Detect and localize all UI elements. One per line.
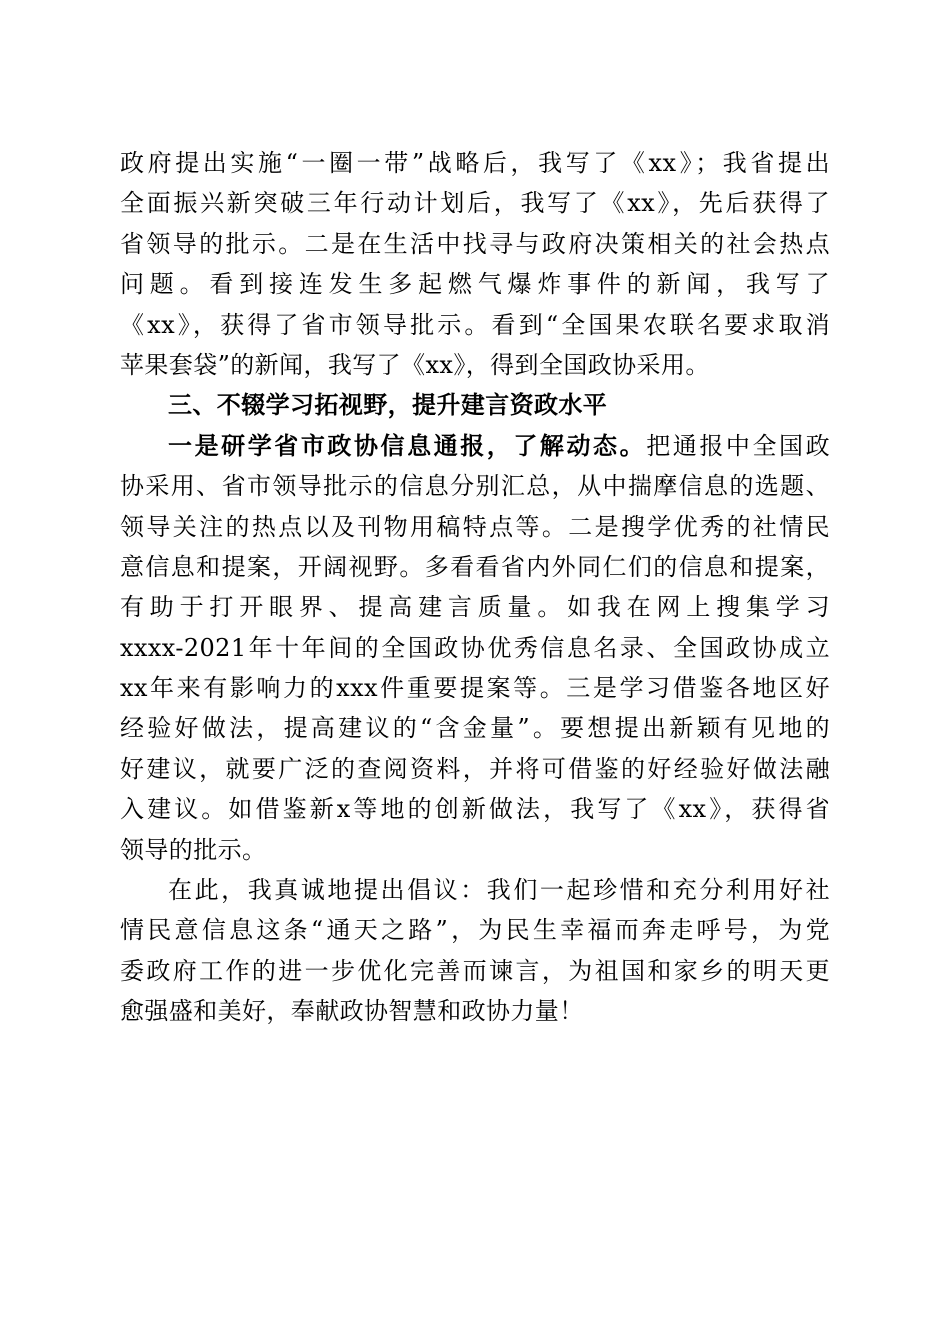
text-line: 意信息和提案，开阔视野。多看看省内外同仁们的信息和提案， [120, 552, 830, 581]
text-line: 委政府工作的进一步优化完善而谏言，为祖国和家乡的明天更 [120, 956, 830, 985]
text-run: 把通报中全国政 [646, 431, 830, 460]
text-line: 领导关注的热点以及刊物用稿特点等。二是搜学优秀的社情民 [120, 512, 830, 541]
text-line: 全面振兴新突破三年行动计划后，我写了《xx》，先后获得了 [120, 189, 830, 218]
text-line: 经验好做法，提高建议的“含金量”。要想提出新颖有见地的 [120, 714, 830, 743]
paragraph-1 [120, 143, 830, 385]
text-line: 入建议。如借鉴新x等地的创新做法，我写了《xx》，获得省 [120, 795, 830, 824]
text-line: 有助于打开眼界、提高建言质量。如我在网上搜集学习 [120, 593, 830, 622]
text-line: 情民意信息这条“通天之路”，为民生幸福而奔走呼号，为党 [120, 916, 830, 945]
document-body [120, 143, 830, 1032]
paragraph-3 [120, 870, 830, 1032]
text-line [120, 426, 830, 466]
text-line: 在此，我真诚地提出倡议：我们一起珍惜和充分利用好社 [168, 876, 830, 905]
text-line: 政府提出实施“一圈一带”战略后，我写了《xx》；我省提出 [120, 149, 830, 177]
text-line: 问题。看到接连发生多起燃气爆炸事件的新闻，我写了 [120, 270, 830, 299]
text-line: 《xx》，获得了省市领导批示。看到“全国果农联名要求取消 [120, 310, 830, 339]
section-heading: 三、不辍学习拓视野，提升建言资政水平 [168, 390, 608, 420]
text-line: 协采用、省市领导批示的信息分别汇总，从中揣摩信息的选题、 [120, 472, 830, 501]
lead-sentence: 一是研学省市政协信息通报，了解动态。 [168, 430, 647, 460]
paragraph-2 [120, 426, 830, 870]
text-line: 领导的批示。 [120, 835, 267, 864]
text-line: 省领导的批示。二是在生活中找寻与政府决策相关的社会热点 [120, 229, 830, 258]
text-line: xx年来有影响力的xxx件重要提案等。三是学习借鉴各地区好 [120, 674, 830, 703]
text-line: xxxx-2021年十年间的全国政协优秀信息名录、全国政协成立 [120, 633, 830, 662]
text-line: 苹果套袋”的新闻，我写了《xx》，得到全国政协采用。 [120, 350, 710, 379]
text-line: 好建议，就要广泛的查阅资料，并将可借鉴的好经验好做法融 [120, 754, 830, 783]
text-line: 愈强盛和美好，奉献政协智慧和政协力量！ [120, 997, 584, 1026]
